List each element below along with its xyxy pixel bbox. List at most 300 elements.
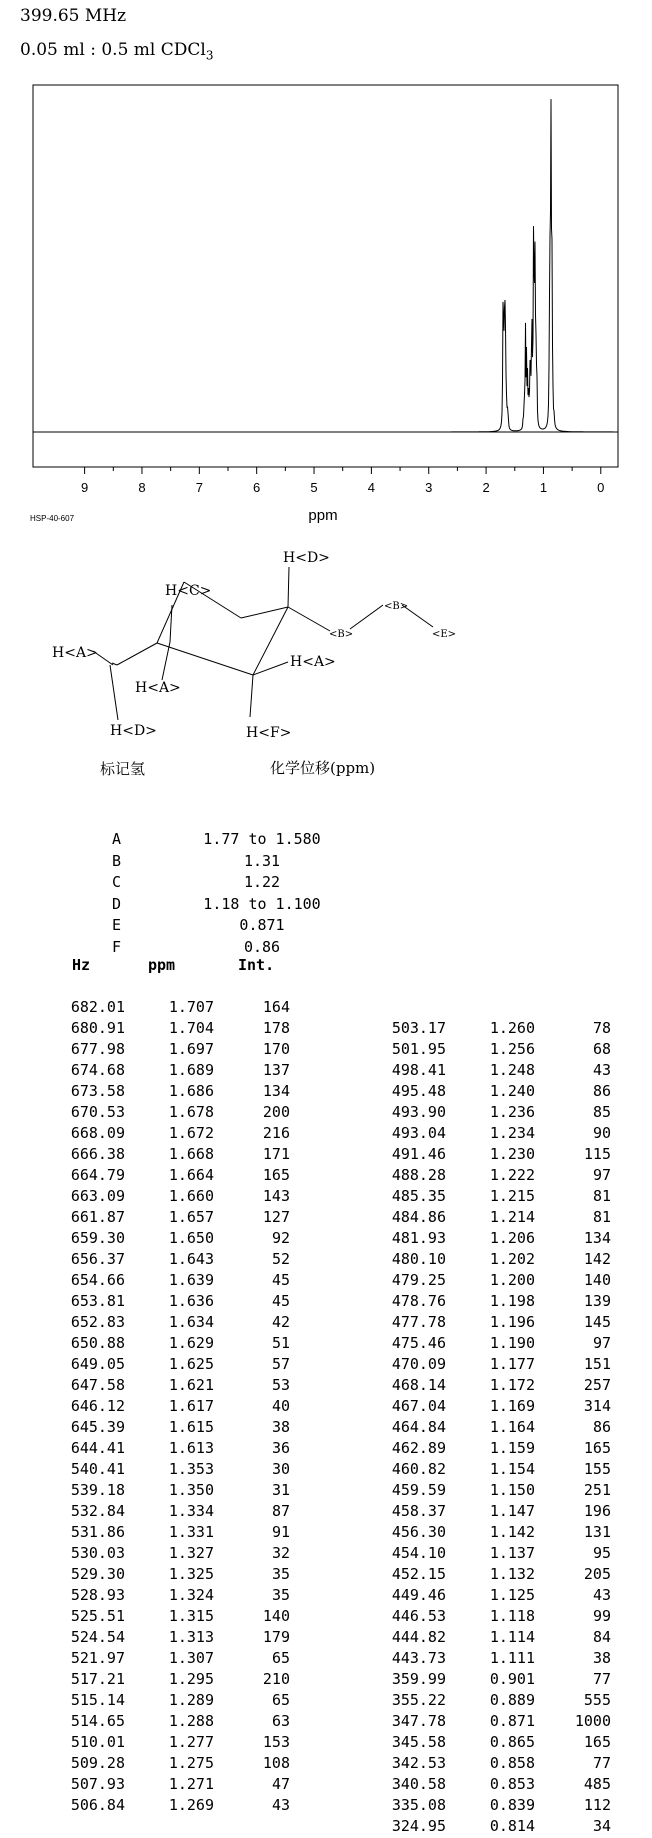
peak-row: [60, 1754, 300, 1775]
peak-ppm: 1.222: [489, 1166, 535, 1184]
peak-ppm: 1.215: [489, 1187, 535, 1205]
peak-int: 164: [262, 998, 290, 1016]
x-tick-label: 7: [195, 480, 203, 495]
peak-hz: 514.65: [70, 1712, 125, 1730]
peak-hz: 506.84: [70, 1796, 125, 1814]
peak-hz: 525.51: [70, 1607, 125, 1625]
peak-hz: 477.78: [391, 1313, 446, 1331]
peak-hz: 355.22: [391, 1691, 446, 1709]
x-tick-label: 1: [539, 480, 548, 495]
peak-ppm: 1.114: [489, 1628, 535, 1646]
peak-row: [60, 1775, 300, 1796]
peak-hz: 324.95: [391, 1817, 446, 1835]
peak-ppm: 1.689: [168, 1061, 214, 1079]
label-e: <E>: [432, 629, 457, 640]
peak-int: 78: [592, 1019, 611, 1037]
peak-ppm: 1.650: [168, 1229, 214, 1247]
peak-hz: 340.58: [391, 1775, 446, 1793]
peak-row: [381, 1523, 621, 1544]
peak-row: [60, 1040, 300, 1061]
peak-ppm: 1.269: [168, 1796, 214, 1814]
peak-hz: 510.01: [70, 1733, 125, 1751]
peak-ppm: 1.629: [168, 1334, 214, 1352]
spectrum-code: HSP-40-607: [30, 514, 75, 523]
peak-int: 137: [262, 1061, 290, 1079]
peak-int: 92: [271, 1229, 290, 1247]
x-tick-label: 5: [310, 480, 318, 495]
peak-ppm: 1.240: [489, 1082, 535, 1100]
peak-hz: 480.10: [391, 1250, 446, 1268]
x-tick-label: 3: [425, 480, 433, 495]
peak-int: 145: [583, 1313, 611, 1331]
peak-int: 210: [262, 1670, 290, 1688]
assignment-label: A: [112, 830, 122, 848]
peak-int: 555: [583, 1691, 611, 1709]
peak-row: [381, 1313, 621, 1334]
peak-row: [381, 1208, 621, 1229]
peak-int: 52: [271, 1250, 290, 1268]
solvent-subscript: 3: [205, 48, 214, 63]
x-axis-label: ppm: [308, 507, 338, 524]
assignment-shift: 0.871: [239, 916, 285, 934]
peak-row: [60, 1460, 300, 1481]
peak-hz: 654.66: [70, 1271, 125, 1289]
peak-hz: 521.97: [70, 1649, 125, 1667]
peak-hz: 663.09: [70, 1187, 125, 1205]
peak-hz: 503.17: [391, 1019, 446, 1037]
peak-row: [381, 1649, 621, 1670]
peak-ppm: 1.169: [489, 1397, 535, 1415]
peak-int: 196: [583, 1502, 611, 1520]
peak-hz: 653.81: [70, 1292, 125, 1310]
peak-int: 38: [592, 1649, 611, 1667]
peak-int: 165: [262, 1166, 290, 1184]
peak-int: 91: [271, 1523, 290, 1541]
peak-int: 87: [271, 1502, 290, 1520]
peak-row: [60, 1250, 300, 1271]
peak-row: [381, 1334, 621, 1355]
peak-ppm: 1.177: [489, 1355, 535, 1373]
peak-ppm: 1.142: [489, 1523, 535, 1541]
peak-hz: 509.28: [70, 1754, 125, 1772]
peak-hz: 664.79: [70, 1166, 125, 1184]
peak-int: 143: [262, 1187, 290, 1205]
peak-int: 40: [271, 1397, 290, 1415]
peak-row: [60, 1061, 300, 1082]
peak-int: 142: [583, 1250, 611, 1268]
peak-ppm: 0.858: [489, 1754, 535, 1772]
peak-ppm: 1.617: [168, 1397, 214, 1415]
peak-ppm: 1.159: [489, 1439, 535, 1457]
peak-hz: 532.84: [70, 1502, 125, 1520]
peak-int: 108: [262, 1754, 290, 1772]
peak-row: [60, 998, 300, 1019]
assignment-label: E: [112, 916, 122, 934]
label-h-a-mid: H<A>: [135, 680, 181, 696]
peak-ppm: 1.288: [168, 1712, 214, 1730]
x-tick-label: 8: [138, 480, 146, 495]
peak-int: 43: [592, 1586, 611, 1604]
peak-hz: 682.01: [70, 998, 125, 1016]
label-h-d-top: H<D>: [283, 550, 330, 566]
x-tick-label: 0: [597, 480, 605, 495]
peak-ppm: 1.150: [489, 1481, 535, 1499]
peak-hz: 456.30: [391, 1523, 446, 1541]
peak-hz: 674.68: [70, 1061, 125, 1079]
peak-hz: 470.09: [391, 1355, 446, 1373]
peak-int: 81: [592, 1187, 611, 1205]
peak-row: [60, 1187, 300, 1208]
peak-int: 38: [271, 1418, 290, 1436]
peak-ppm: 1.334: [168, 1502, 214, 1520]
solvent-text: 0.05 ml : 0.5 ml CDCl: [20, 40, 206, 60]
peak-hz: 530.03: [70, 1544, 125, 1562]
peak-hz: 650.88: [70, 1334, 125, 1352]
peak-ppm: 1.672: [168, 1124, 214, 1142]
peak-row: [60, 1019, 300, 1040]
peak-ppm: 1.198: [489, 1292, 535, 1310]
label-b-2: <B>: [384, 601, 409, 612]
peak-int: 200: [262, 1103, 290, 1121]
peak-hz: 454.10: [391, 1544, 446, 1562]
peak-int: 112: [583, 1796, 611, 1814]
peak-hz: 531.86: [70, 1523, 125, 1541]
peak-row: [381, 1754, 621, 1775]
peak-int: 90: [592, 1124, 611, 1142]
peak-hz: 493.04: [391, 1124, 446, 1142]
peak-hz: 462.89: [391, 1439, 446, 1457]
peak-row: [381, 1145, 621, 1166]
peak-hz: 647.58: [70, 1376, 125, 1394]
peak-hz: 652.83: [70, 1313, 125, 1331]
peak-ppm: 1.125: [489, 1586, 535, 1604]
peak-row: [60, 1334, 300, 1355]
peak-row: [381, 1376, 621, 1397]
peak-row: [60, 1544, 300, 1565]
peak-int: 99: [592, 1607, 611, 1625]
peak-int: 77: [592, 1754, 611, 1772]
peak-row: [381, 1712, 621, 1733]
peak-row: [60, 1502, 300, 1523]
peak-ppm: 1.707: [168, 998, 214, 1016]
peak-hz: 347.78: [391, 1712, 446, 1730]
peak-int: 216: [262, 1124, 290, 1142]
peak-row: [60, 1145, 300, 1166]
peak-ppm: 0.901: [489, 1670, 535, 1688]
peak-ppm: 1.678: [168, 1103, 214, 1121]
peak-int: 77: [592, 1670, 611, 1688]
peak-row: [381, 1166, 621, 1187]
assignment-label: C: [112, 873, 122, 891]
peak-int: 140: [262, 1607, 290, 1625]
peak-int: 165: [583, 1439, 611, 1457]
assignment-label: D: [112, 894, 122, 913]
peak-hz: 644.41: [70, 1439, 125, 1457]
assignment-row: [112, 830, 412, 850]
peak-row: [381, 1124, 621, 1145]
peak-ppm: 1.643: [168, 1250, 214, 1268]
peak-ppm: 1.657: [168, 1208, 214, 1226]
peak-int: 65: [271, 1691, 290, 1709]
label-h-f: H<F>: [246, 725, 292, 741]
x-tick-label: 4: [367, 480, 375, 495]
peak-ppm: 1.164: [489, 1418, 535, 1436]
peak-hz: 484.86: [391, 1208, 446, 1226]
peak-row: [60, 1397, 300, 1418]
peak-row: [60, 1796, 300, 1817]
peak-hz: 668.09: [70, 1124, 125, 1142]
peak-row: [381, 1103, 621, 1124]
peak-int: 32: [271, 1544, 290, 1562]
peak-int: 205: [583, 1565, 611, 1583]
label-b-1: <B>: [329, 629, 354, 640]
assignment-shift: 0.86: [243, 937, 281, 956]
peak-hz: 444.82: [391, 1628, 446, 1646]
peak-ppm: 1.613: [168, 1439, 214, 1457]
peak-hz: 342.53: [391, 1754, 446, 1772]
assignment-row: [112, 938, 412, 958]
peak-row: [381, 1271, 621, 1292]
peak-int: 85: [592, 1103, 611, 1121]
peak-int: 68: [592, 1040, 611, 1058]
peak-row: [60, 1292, 300, 1313]
peak-ppm: 1.325: [168, 1565, 214, 1583]
peak-ppm: 1.331: [168, 1523, 214, 1541]
peak-row: [381, 1292, 621, 1313]
peak-row: [381, 1397, 621, 1418]
peak-row: [60, 1271, 300, 1292]
peak-row: [60, 1208, 300, 1229]
peak-hz: 460.82: [391, 1460, 446, 1478]
spectrometer-frequency: 399.65 MHz: [20, 6, 127, 26]
assignment-row: [112, 916, 412, 936]
peak-row: [381, 1502, 621, 1523]
peak-int: 95: [592, 1544, 611, 1562]
peak-hz: 517.21: [70, 1670, 125, 1688]
peak-ppm: 1.137: [489, 1544, 535, 1562]
peak-ppm: 1.639: [168, 1271, 214, 1289]
peak-hz: 335.08: [391, 1796, 446, 1814]
peak-int: 155: [583, 1460, 611, 1478]
peak-int: 35: [271, 1586, 290, 1604]
peak-ppm: 0.871: [489, 1712, 535, 1730]
peak-hz: 493.90: [391, 1103, 446, 1121]
peak-ppm: 0.865: [489, 1733, 535, 1751]
peak-row: [381, 1439, 621, 1460]
assignment-shift: 1.31: [243, 851, 281, 870]
peak-hz: 539.18: [70, 1481, 125, 1499]
peak-hz: 659.30: [70, 1229, 125, 1247]
peak-row: [381, 1355, 621, 1376]
peak-hz: 488.28: [391, 1166, 446, 1184]
peak-int: 42: [271, 1313, 290, 1331]
peak-header-int: Int.: [238, 956, 275, 974]
peak-row: [60, 1355, 300, 1376]
peak-int: 257: [583, 1376, 611, 1394]
peak-int: 171: [262, 1145, 290, 1163]
peak-row: [60, 1481, 300, 1502]
peak-int: 31: [271, 1481, 290, 1499]
peak-int: 97: [592, 1166, 611, 1184]
peak-ppm: 1.315: [168, 1607, 214, 1625]
peak-hz: 446.53: [391, 1607, 446, 1625]
peak-int: 30: [271, 1460, 290, 1478]
peak-row: [381, 1460, 621, 1481]
peak-row: [381, 1817, 621, 1838]
peak-int: 65: [271, 1649, 290, 1667]
peak-int: 139: [583, 1292, 611, 1310]
peak-int: 179: [262, 1628, 290, 1646]
peak-ppm: 1.277: [168, 1733, 214, 1751]
peak-row: [60, 1229, 300, 1250]
peak-ppm: 1.313: [168, 1628, 214, 1646]
peak-int: 115: [583, 1145, 611, 1163]
peak-ppm: 1.275: [168, 1754, 214, 1772]
peak-int: 53: [271, 1376, 290, 1394]
label-h-c: H<C>: [165, 583, 212, 599]
peak-row: [60, 1691, 300, 1712]
peak-hz: 485.35: [391, 1187, 446, 1205]
assignment-row: [112, 852, 412, 872]
peak-int: 170: [262, 1040, 290, 1058]
peak-ppm: 1.353: [168, 1460, 214, 1478]
peak-hz: 478.76: [391, 1292, 446, 1310]
peak-row: [381, 1796, 621, 1817]
peak-row: [381, 1481, 621, 1502]
peak-hz: 452.15: [391, 1565, 446, 1583]
peak-row: [381, 1082, 621, 1103]
peak-int: 47: [271, 1775, 290, 1793]
peak-row: [60, 1082, 300, 1103]
peak-row: [60, 1376, 300, 1397]
peak-int: 178: [262, 1019, 290, 1037]
peak-ppm: 1.248: [489, 1061, 535, 1079]
label-h-d-bottom: H<D>: [110, 723, 157, 739]
peak-ppm: 1.256: [489, 1040, 535, 1058]
peak-hz: 649.05: [70, 1355, 125, 1373]
peak-row: [381, 1607, 621, 1628]
peak-ppm: 1.234: [489, 1124, 535, 1142]
assignment-label: F: [112, 937, 122, 956]
peak-int: 45: [271, 1271, 290, 1289]
peak-hz: 491.46: [391, 1145, 446, 1163]
peak-int: 134: [583, 1229, 611, 1247]
peak-int: 57: [271, 1355, 290, 1373]
peak-hz: 475.46: [391, 1334, 446, 1352]
x-tick-label: 9: [81, 480, 89, 495]
peak-ppm: 1.634: [168, 1313, 214, 1331]
peak-row: [381, 1691, 621, 1712]
peak-ppm: 1.704: [168, 1019, 214, 1037]
peak-ppm: 1.686: [168, 1082, 214, 1100]
peak-int: 485: [583, 1775, 611, 1793]
peak-hz: 464.84: [391, 1418, 446, 1436]
peak-hz: 507.93: [70, 1775, 125, 1793]
peak-ppm: 1.327: [168, 1544, 214, 1562]
peak-hz: 459.59: [391, 1481, 446, 1499]
x-tick-label: 2: [482, 480, 490, 495]
peak-row: [60, 1670, 300, 1691]
peak-ppm: 1.132: [489, 1565, 535, 1583]
peak-ppm: 1.230: [489, 1145, 535, 1163]
peak-row: [381, 1019, 621, 1040]
peak-hz: 449.46: [391, 1586, 446, 1604]
peak-hz: 540.41: [70, 1460, 125, 1478]
plot-frame: [33, 85, 618, 467]
peak-hz: 645.39: [70, 1418, 125, 1436]
peak-int: 153: [262, 1733, 290, 1751]
peak-int: 165: [583, 1733, 611, 1751]
peak-hz: 528.93: [70, 1586, 125, 1604]
x-axis-ticks: [81, 467, 604, 495]
peak-ppm: 1.214: [489, 1208, 535, 1226]
peak-hz: 498.41: [391, 1061, 446, 1079]
peak-hz: 479.25: [391, 1271, 446, 1289]
peak-ppm: 1.307: [168, 1649, 214, 1667]
spectrum-trace: [33, 99, 618, 432]
peak-row: [60, 1607, 300, 1628]
peak-ppm: 1.111: [489, 1649, 535, 1667]
peak-ppm: 1.271: [168, 1775, 214, 1793]
peak-hz: 345.58: [391, 1733, 446, 1751]
peak-int: 97: [592, 1334, 611, 1352]
peak-int: 151: [583, 1355, 611, 1373]
peak-ppm: 1.295: [168, 1670, 214, 1688]
peak-row: [60, 1124, 300, 1145]
peak-row: [60, 1523, 300, 1544]
peak-ppm: 1.200: [489, 1271, 535, 1289]
peak-row: [60, 1565, 300, 1586]
peak-hz: 501.95: [391, 1040, 446, 1058]
peak-ppm: 1.172: [489, 1376, 535, 1394]
peak-int: 63: [271, 1712, 290, 1730]
peak-hz: 661.87: [70, 1208, 125, 1226]
assignment-row: [112, 895, 412, 915]
peak-ppm: 1.697: [168, 1040, 214, 1058]
peak-hz: 656.37: [70, 1250, 125, 1268]
peak-int: 86: [592, 1418, 611, 1436]
peak-hz: 495.48: [391, 1082, 446, 1100]
peak-hz: 646.12: [70, 1397, 125, 1415]
assignment-shift: 1.77 to 1.580: [203, 830, 321, 848]
peak-row: [381, 1250, 621, 1271]
peak-hz: 673.58: [70, 1082, 125, 1100]
peak-row: [381, 1775, 621, 1796]
peak-ppm: 0.839: [489, 1796, 535, 1814]
peak-row: [381, 1670, 621, 1691]
peak-ppm: 1.350: [168, 1481, 214, 1499]
peak-row: [381, 1229, 621, 1250]
peak-row: [381, 1418, 621, 1439]
peak-ppm: 1.118: [489, 1607, 535, 1625]
peak-int: 35: [271, 1565, 290, 1583]
peak-row: [381, 1061, 621, 1082]
peak-ppm: 1.668: [168, 1145, 214, 1163]
peak-row: [60, 1628, 300, 1649]
peak-ppm: 1.202: [489, 1250, 535, 1268]
peak-int: 84: [592, 1628, 611, 1646]
peak-hz: 666.38: [70, 1145, 125, 1163]
peak-ppm: 1.625: [168, 1355, 214, 1373]
peak-int: 140: [583, 1271, 611, 1289]
peak-hz: 467.04: [391, 1397, 446, 1415]
peak-ppm: 1.236: [489, 1103, 535, 1121]
peak-hz: 481.93: [391, 1229, 446, 1247]
peak-hz: 359.99: [391, 1670, 446, 1688]
peak-hz: 670.53: [70, 1103, 125, 1121]
assignment-shift: 1.22: [243, 873, 281, 891]
peak-row: [60, 1103, 300, 1124]
